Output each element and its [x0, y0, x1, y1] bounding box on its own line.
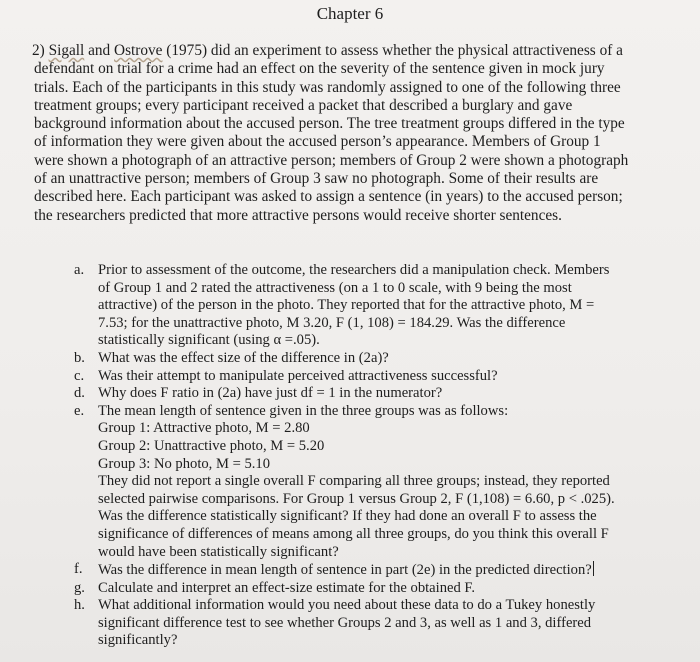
chapter-heading: Chapter 6 — [316, 4, 384, 23]
sub-question-line: selected pairwise comparisons. For Group 1 versus Group 2, F (1,108) = 6.60, p < .025). — [98, 490, 615, 507]
sub-question-letter: d. — [74, 385, 85, 402]
group-mean-line: Group 2: Unattractive photo, M = 5.20 — [98, 437, 325, 454]
sub-question-letter: f. — [74, 561, 83, 578]
text-cursor — [593, 561, 594, 576]
sub-question-line: Why does F ratio in (2a) have just df = 1 in the numerator? — [98, 385, 443, 402]
sub-question-b — [70, 350, 690, 368]
sub-question-d — [70, 385, 690, 403]
sub-question-list — [70, 262, 690, 650]
sub-question-line: attractive) of the person in the photo. They reported that for the attractive photo, M = — [98, 297, 595, 314]
sub-question-line: would have been statistically significant? — [98, 543, 339, 560]
sub-question-letter: c. — [74, 367, 85, 384]
question-line: of an unattractive person; members of Group 3 saw no photograph. Some of their results are — [34, 170, 599, 188]
author-conjunction: and — [84, 42, 115, 59]
sub-question-g — [70, 580, 690, 598]
question-line: described here. Each participant was asked to assign a sentence (in years) to the accused person; — [34, 188, 623, 206]
sub-question-line: What was the effect size of the difference in (2a)? — [98, 349, 389, 366]
sub-question-f — [70, 561, 690, 580]
sub-question-letter: g. — [74, 579, 85, 596]
sub-question-line: Calculate and interpret an effect-size estimate for the obtained F. — [98, 579, 476, 596]
sub-question-letter: e. — [74, 402, 85, 419]
sub-question-line: What additional information would you need about these data to do a Tukey honestly — [98, 597, 596, 614]
sub-question-line: significance of differences of means among all three groups, do you think this overall F — [98, 525, 609, 542]
sub-question-line: significantly? — [98, 632, 178, 649]
question-line: of information they were given about the accused person’s appearance. Members of Group 1 — [34, 133, 601, 151]
sub-question-line: Was the difference statistically significant? If they had done an overall F to assess the — [98, 508, 597, 525]
sub-question-h — [70, 597, 690, 650]
sub-question-line: The mean length of sentence given in the three groups was as follows: — [98, 402, 509, 419]
sub-question-text: Was the difference in mean length of sentence in part (2e) in the predicted direction? — [98, 562, 592, 579]
question-paragraph — [34, 42, 694, 225]
author-sigall: Sigall — [48, 42, 85, 59]
question-line: were shown a photograph of an attractive person; members of Group 2 were shown a photograph — [34, 151, 629, 169]
question-number: 2) — [32, 42, 49, 59]
sub-question-a — [70, 262, 690, 350]
question-line: the researchers predicted that more attractive persons would receive shorter sentences. — [34, 206, 562, 224]
sub-question-letter: h. — [74, 597, 85, 614]
group-mean-line: Group 3: No photo, M = 5.10 — [98, 455, 271, 472]
sub-question-line: Prior to assessment of the outcome, the researchers did a manipulation check. Members — [98, 262, 610, 278]
sub-question-line — [98, 561, 690, 580]
sub-question-c — [70, 368, 690, 386]
sub-question-line: 7.53; for the unattractive photo, M 3.20, F (1, 108) = 184.29. Was the difference — [98, 314, 566, 331]
question-line: treatment groups; every participant received a packet that described a burglary and gave — [34, 96, 573, 114]
question-line: trials. Each of the participants in this study was randomly assigned to one of the following three — [34, 78, 621, 96]
sub-question-line: of Group 1 and 2 rated the attractiveness (on a 1 to 0 scale, with 9 being the most — [98, 279, 572, 296]
question-line: background information about the accused person. The tree treatment groups differed in the type — [34, 115, 625, 133]
question-line: defendant on trial for a crime had an effect on the severity of the sentence given in mock jury — [34, 60, 605, 78]
author-ostrove: Ostrove — [114, 42, 163, 59]
sub-question-line: Was their attempt to manipulate perceived attractiveness successful? — [98, 367, 498, 384]
sub-question-letter: b. — [74, 349, 85, 366]
sub-question-line: statistically significant (using α =.05). — [98, 332, 320, 349]
sub-question-letter: a. — [74, 262, 85, 278]
sub-question-e — [70, 403, 690, 561]
group-mean-line: Group 1: Attractive photo, M = 2.80 — [98, 420, 310, 437]
sub-question-line: They did not report a single overall F comparing all three groups; instead, they reported — [98, 473, 610, 490]
sub-question-line: significant difference test to see whether Groups 2 and 3, as well as 1 and 3, differed — [98, 614, 592, 631]
question-first-line — [32, 42, 694, 60]
question-line-1-rest: (1975) did an experiment to assess whether the physical attractiveness of a — [162, 42, 623, 59]
